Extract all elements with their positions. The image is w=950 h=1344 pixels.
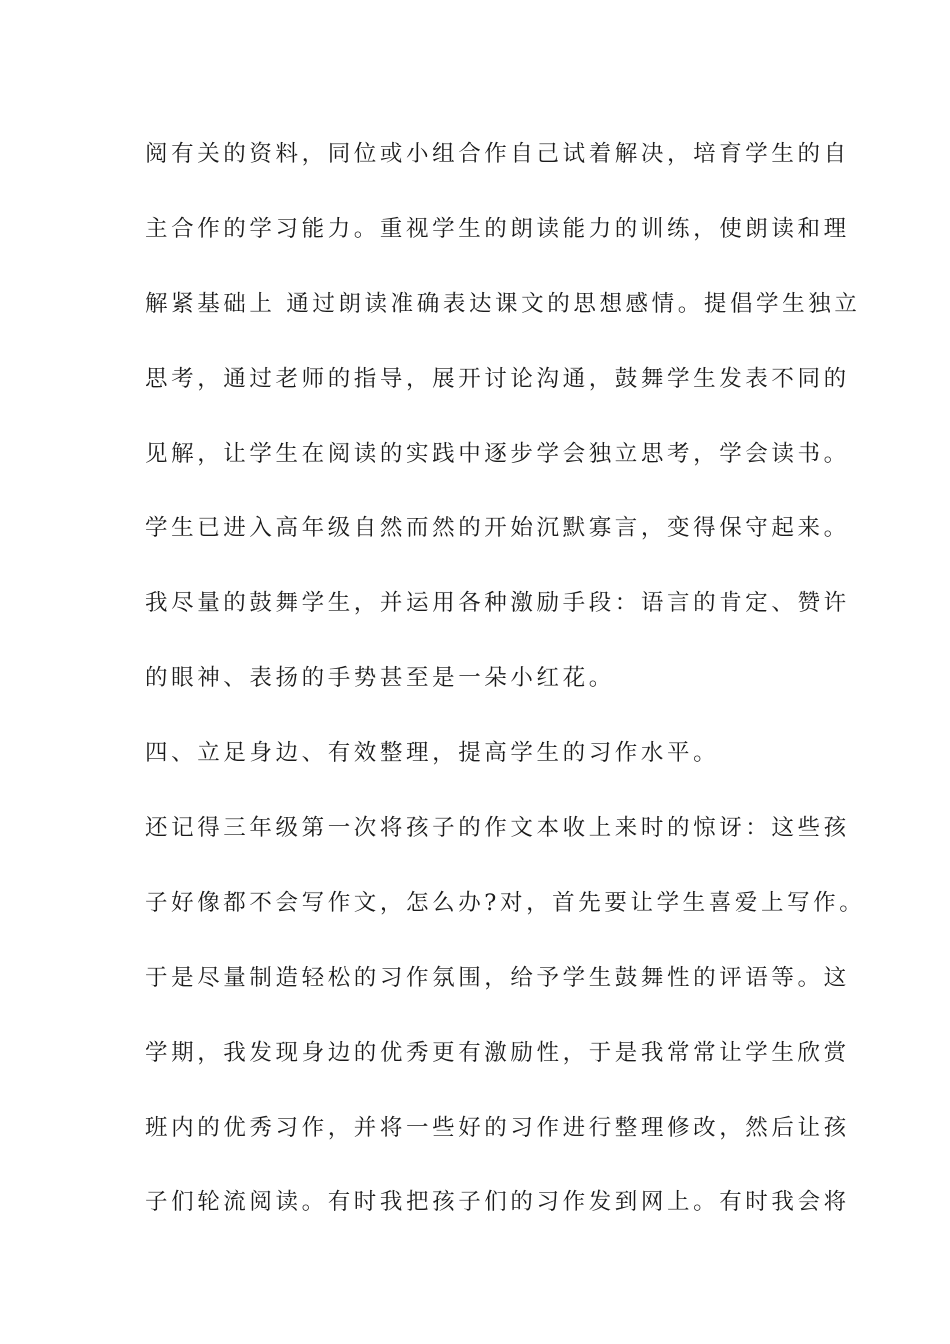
text-line: 班内的优秀习作，并将一些好的习作进行整理修改，然后让孩	[145, 1114, 850, 1141]
section-heading: 四、立足身边、有效整理，提高学生的习作水平。	[145, 740, 720, 767]
document-body	[145, 132, 866, 1255]
text-line: 见解，让学生在阅读的实践中逐步学会独立思考，学会读书。	[145, 440, 850, 467]
text-line: 子们轮流阅读。有时我把孩子们的习作发到网上。有时我会将	[145, 1189, 850, 1216]
text-line: 学期，我发现身边的优秀更有激励性，于是我常常让学生欣赏	[145, 1039, 850, 1066]
text-line: 主合作的学习能力。重视学生的朗读能力的训练，使朗读和理	[145, 215, 850, 242]
text-line: 解紧基础上 通过朗读准确表达课文的思想感情。提倡学生独立	[145, 290, 861, 317]
text-line: 的眼神、表扬的手势甚至是一朵小红花。	[145, 665, 615, 692]
text-line: 于是尽量制造轻松的习作氛围，给予学生鼓舞性的评语等。这	[145, 964, 850, 991]
text-line: 阅有关的资料，同位或小组合作自己试着解决，培育学生的自	[145, 141, 850, 167]
text-line: 还记得三年级第一次将孩子的作文本收上来时的惊讶：这些孩	[145, 815, 850, 842]
text-line: 子好像都不会写作文，怎么办?对，首先要让学生喜爱上写作。	[145, 889, 866, 916]
text-line: 学生已进入高年级自然而然的开始沉默寡言，变得保守起来。	[145, 515, 850, 542]
text-line: 思考，通过老师的指导，展开讨论沟通，鼓舞学生发表不同的	[145, 365, 850, 392]
text-line: 我尽量的鼓舞学生，并运用各种激励手段：语言的肯定、赞许	[145, 590, 850, 617]
